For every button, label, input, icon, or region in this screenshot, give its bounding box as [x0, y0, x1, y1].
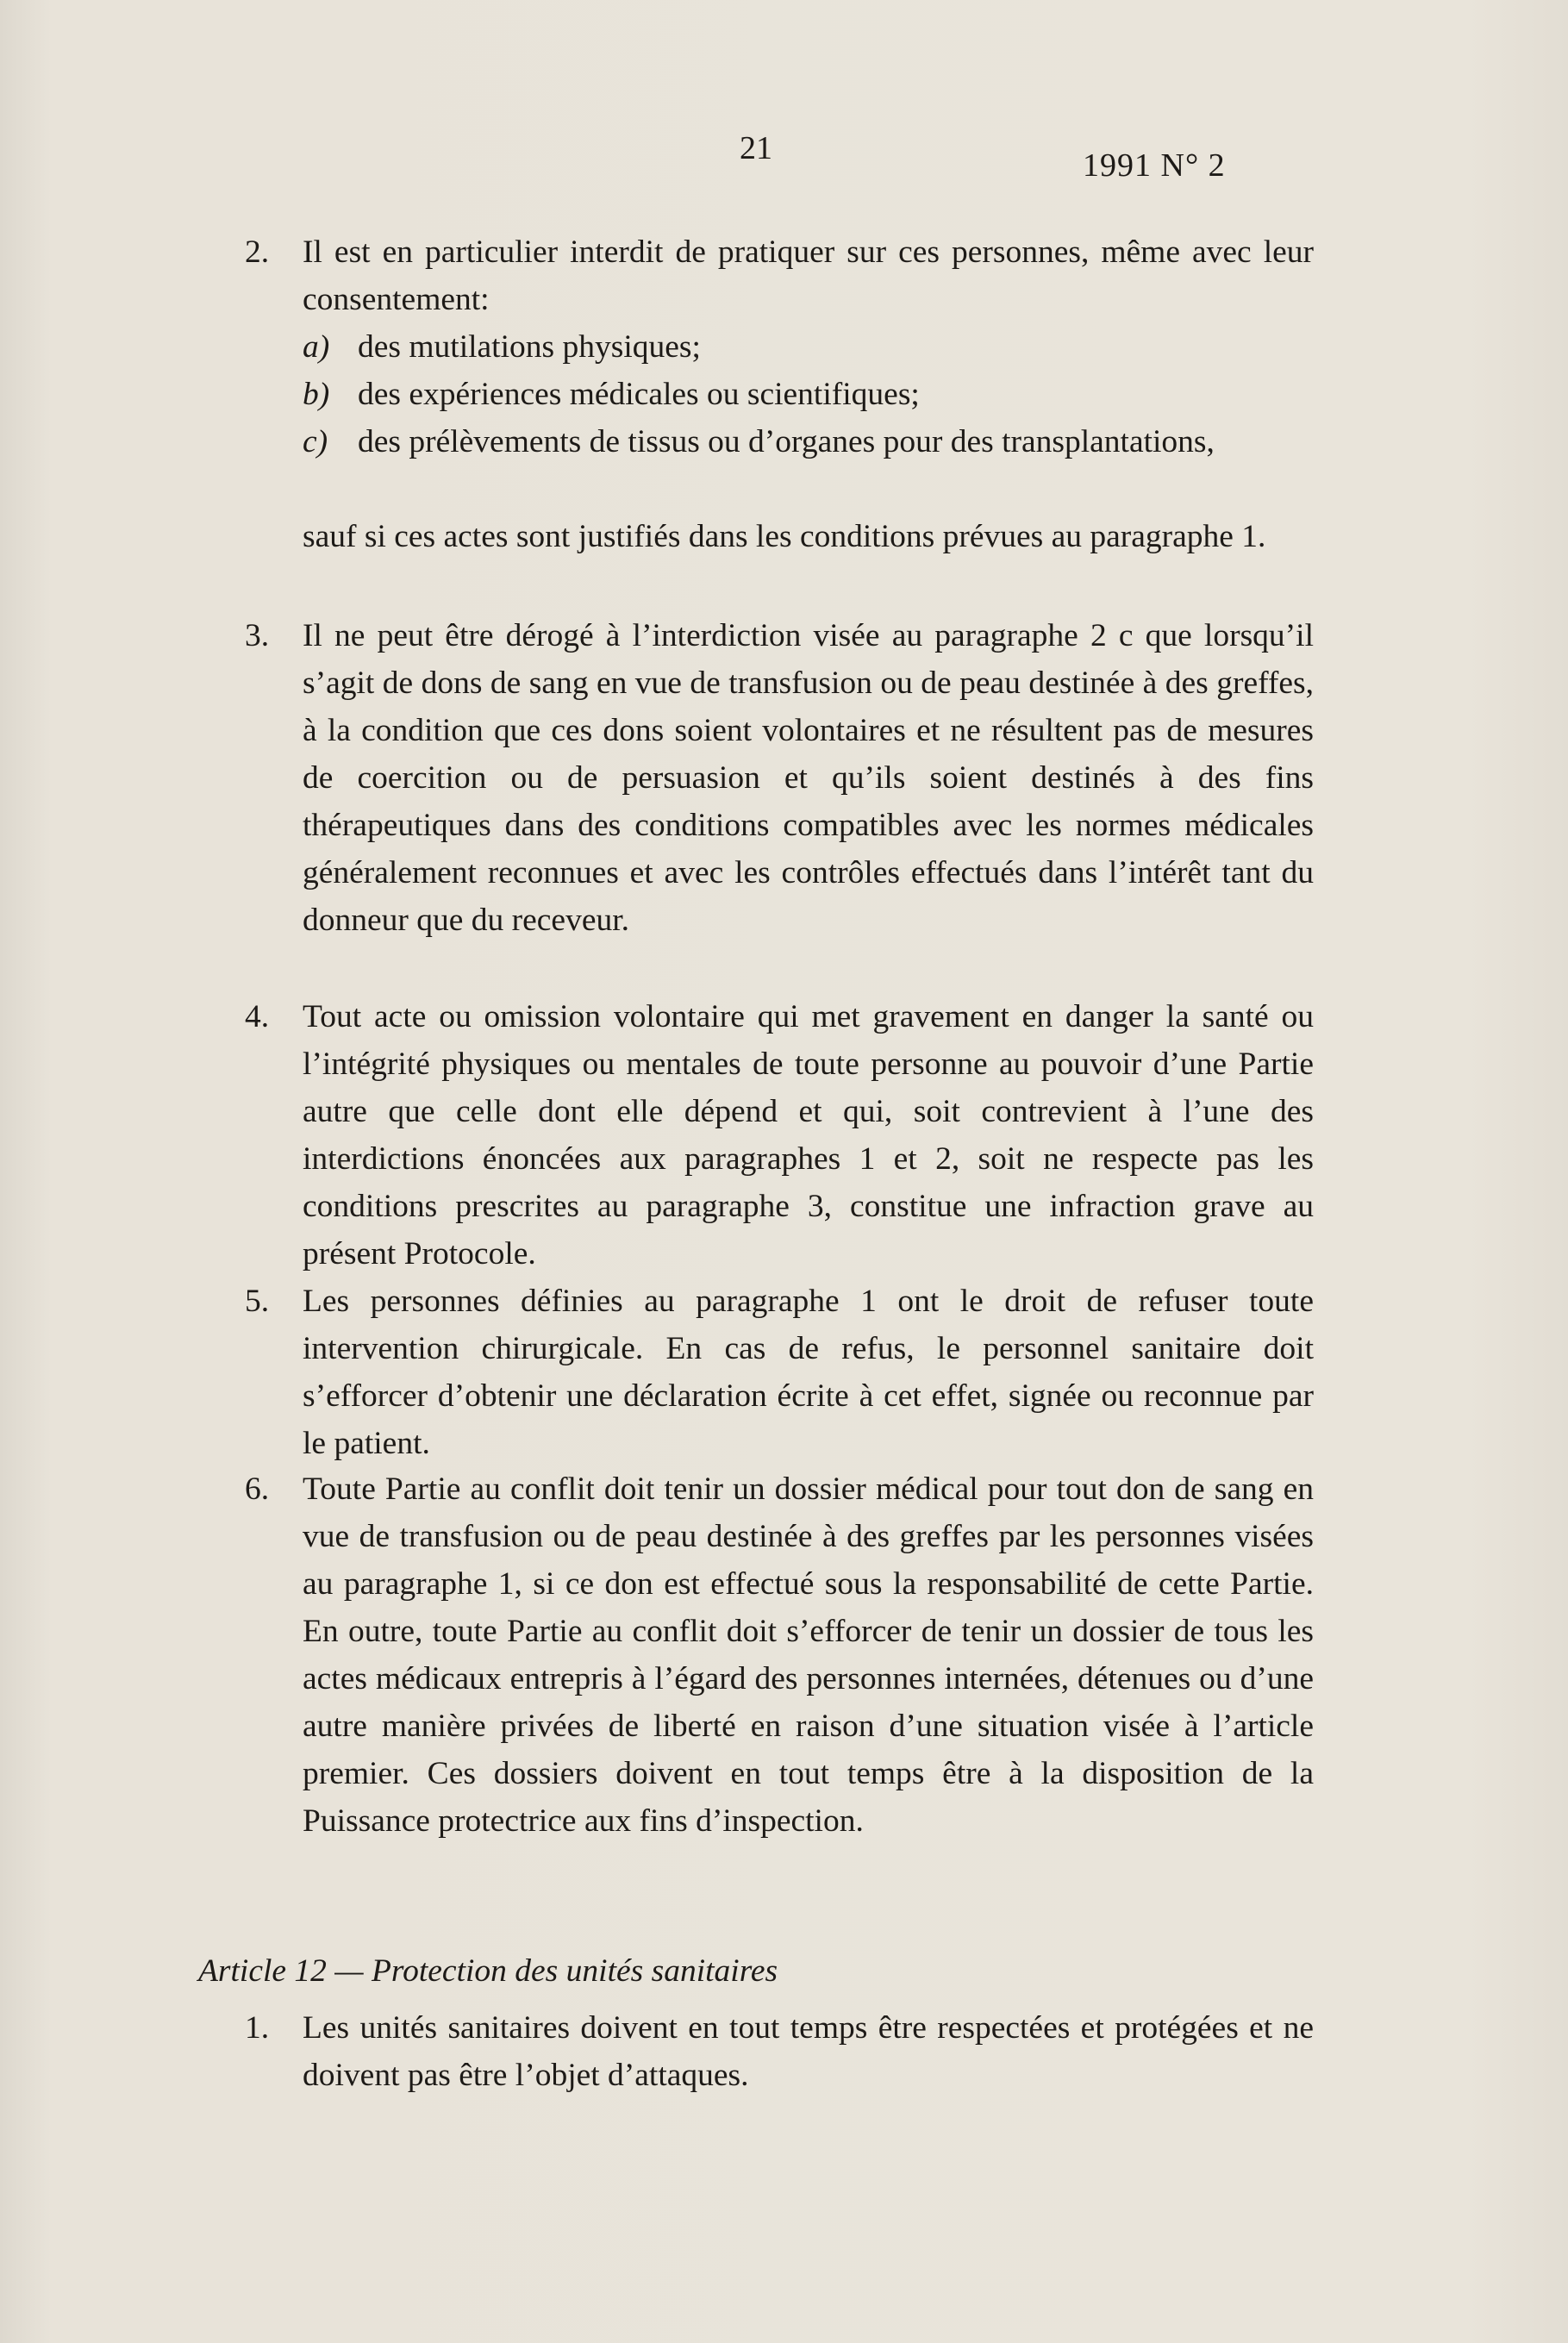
- paragraph-text: Les personnes définies au paragraphe 1 ont le droit de refuser toute intervention chirurgicale. En cas de refus, le personnel sanitaire doit s’efforcer d’obtenir une déclaration écrite à cet effet, signée ou reconnue par le patient.: [303, 1284, 1314, 1461]
- paragraph-text: Tout acte ou omission volontaire qui met gravement en danger la santé ou l’intégrité physiques ou mentales de toute personne au pouvoir d’une Partie autre que celle dont elle dépend et qui, soit contrevient à l’une des interdictions énoncées aux paragraphes 1 et 2, soit ne respecte pas les conditions prescrites au paragraphe 3, constitue une infraction grave au présent Protocole.: [303, 999, 1314, 1271]
- paragraph-text: Les unités sanitaires doivent en tout temps être respectées et protégées et ne doivent pas être l’objet d’attaques.: [303, 2010, 1314, 2093]
- page-number: 21: [740, 130, 772, 166]
- paragraph-2: [245, 228, 1314, 323]
- paragraph-outro: sauf si ces actes sont justifiés dans les conditions prévues au paragraphe 1.: [303, 519, 1266, 554]
- paragraph-6: [245, 1465, 1314, 1845]
- paragraph-5: [245, 1278, 1314, 1467]
- list-text: des prélèvements de tissus ou d’organes pour des transplantations,: [358, 424, 1215, 459]
- paragraph-number: 1.: [245, 2010, 270, 2046]
- list-letter: b): [303, 377, 330, 412]
- paragraph-3: [245, 612, 1314, 944]
- list-text: des expériences médicales ou scientifiques;: [358, 377, 920, 412]
- paragraph-number: 2.: [245, 234, 270, 270]
- paragraph-number: 5.: [245, 1284, 270, 1319]
- paragraph-text: Toute Partie au conflit doit tenir un dossier médical pour tout don de sang en vue de transfusion ou de peau destinée à des greffes par les personnes visées au paragraphe 1, si ce don est effectué sous la responsabilité de cette Partie. En outre, toute Partie au conflit doit s’efforcer de tenir un dossier de tous les actes médicaux entrepris à l’égard des personnes internées, détenues ou d’une autre manière privées de liberté en raison d’une situation visée à l’article premier. Ces dossiers doivent en tout temps être à la disposition de la Puissance protectrice aux fins d’inspection.: [303, 1471, 1314, 1839]
- list-item-b: [303, 371, 1314, 418]
- page-header: [0, 129, 1568, 184]
- article-12-paragraph-1: [245, 2004, 1314, 2099]
- list-letter: a): [303, 329, 330, 365]
- paragraph-number: 4.: [245, 999, 270, 1034]
- list-item-a: [303, 323, 1314, 371]
- paragraph-intro: Il est en particulier interdit de pratiquer sur ces personnes, même avec leur consentement:: [303, 234, 1314, 317]
- document-reference: 1991 N° 2: [1083, 147, 1226, 184]
- list-text: des mutilations physiques;: [358, 329, 701, 365]
- paragraph-number: 6.: [245, 1471, 270, 1507]
- paragraph-text: Il ne peut être dérogé à l’interdiction visée au paragraphe 2 c que lorsqu’il s’agit de dons de sang en vue de transfusion ou de peau destinée à des greffes, à la condition que ces dons soient volontaires et ne résultent pas de mesures de coercition ou de persuasion et qu’ils soient destinés à des fins thérapeutiques dans des conditions compatibles avec les normes médicales généralement reconnues et avec les contrôles effectués dans l’intérêt tant du donneur que du receveur.: [303, 618, 1314, 938]
- list-item-c: [303, 418, 1314, 465]
- list-letter: c): [303, 424, 328, 459]
- article-heading: Article 12 — Protection des unités sanitaires: [198, 1953, 778, 1989]
- paragraph-number: 3.: [245, 618, 270, 653]
- paragraph-4: [245, 993, 1314, 1278]
- paragraph-2-outro: [245, 513, 1314, 560]
